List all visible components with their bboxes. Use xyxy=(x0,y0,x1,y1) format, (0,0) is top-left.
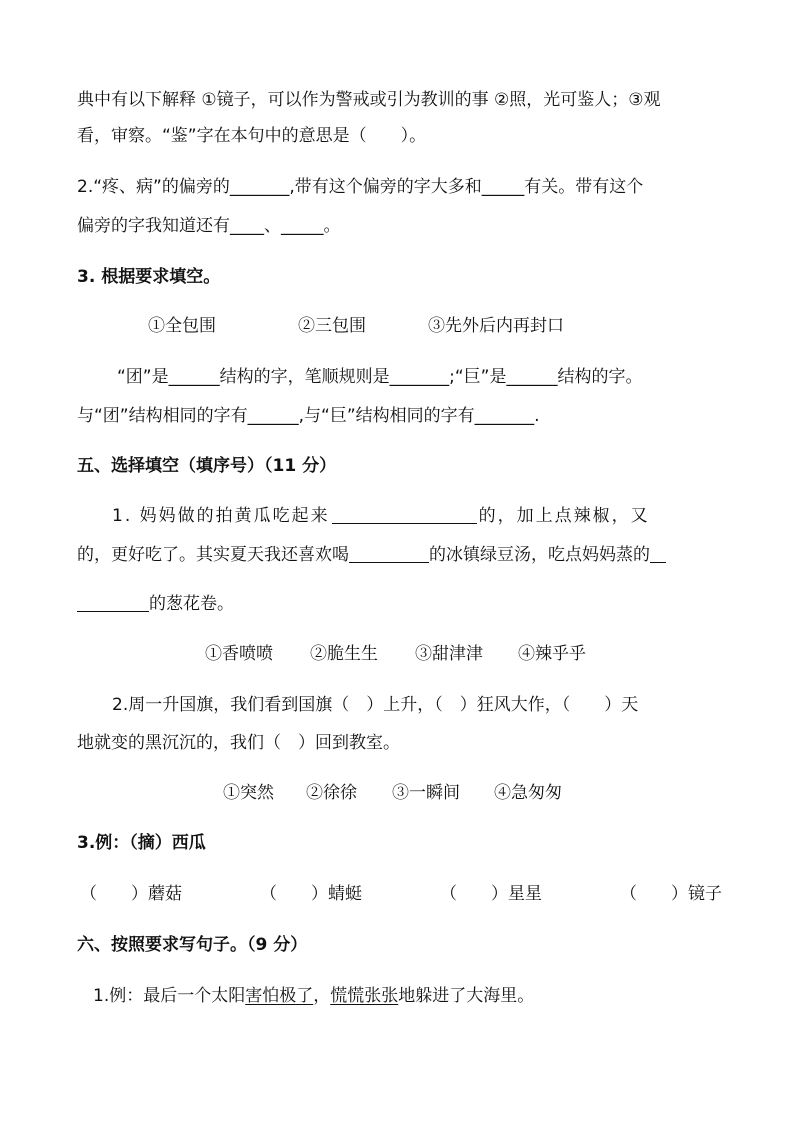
s5-q1-line-2-a: 的，更好吃了。其实夏天我还喜欢喝 xyxy=(77,545,349,565)
s6-q1-part-e: 地躲进了大海里。 xyxy=(398,986,535,1006)
s5-q1-blank-2 xyxy=(349,543,429,563)
s5-q2-line-1: 2.周一升国旗，我们看到国旗（ ）上升，（ ）狂风大作，（ ）天 xyxy=(112,695,639,715)
section-6-title: 六、按照要求写句子。（9 分） xyxy=(77,935,308,955)
s5-q1-blank-3a xyxy=(650,543,666,563)
s5-q1-line-3 xyxy=(77,592,722,616)
s5-q3-title: 3.例：（摘）西瓜 xyxy=(77,833,206,853)
s5-q1-option-2: ②脆生生 xyxy=(310,644,378,664)
s5-q1-options xyxy=(205,642,625,666)
s5-q1-blank-3b xyxy=(77,592,149,612)
q3-option-2: ②三包围 xyxy=(298,316,366,336)
s5-q1-line-1-a: 1. 妈妈做的拍黄瓜吃起来 xyxy=(112,506,330,526)
s5-q2-option-4: ④急匆匆 xyxy=(494,783,562,803)
q3-line-1: “团”是______结构的字，笔顺规则是_______;“巨”是______结构的字。 xyxy=(117,367,643,387)
s5-q1-line-1-b: 的，加上点辣椒，又 xyxy=(478,506,650,526)
s5-q3-item-4: （ ）镜子 xyxy=(620,884,722,904)
s5-q1-option-3: ③甜津津 xyxy=(415,644,483,664)
q3-title: 3. 根据要求填空。 xyxy=(77,267,221,287)
intro-line-2: 看，审察。“鉴”字在本句中的意思是（ ）。 xyxy=(77,126,427,146)
s6-q1-part-c: ， xyxy=(313,986,331,1006)
s5-q1-line-2 xyxy=(77,543,722,567)
s5-q2-line-2: 地就变的黑沉沉的，我们（ ）回到教室。 xyxy=(77,733,400,753)
s5-q1-line-1 xyxy=(112,504,724,528)
s5-q3-item-2: （ ）蜻蜓 xyxy=(260,884,362,904)
s5-q3-item-1: （ ）蘑菇 xyxy=(80,884,182,904)
s5-q3-items xyxy=(80,882,722,906)
q3-option-3: ③先外后内再封口 xyxy=(428,316,564,336)
s5-q2-option-3: ③一瞬间 xyxy=(392,783,460,803)
s6-q1-underlined-2: 慌慌张张 xyxy=(330,986,399,1006)
s5-q1-line-3-b: 的葱花卷。 xyxy=(149,594,234,614)
q3-option-1: ①全包围 xyxy=(148,316,216,336)
s5-q1-blank-1 xyxy=(332,504,477,524)
s5-q1-line-2-b: 的冰镇绿豆汤，吃点妈妈蒸的 xyxy=(429,545,650,565)
q2-line-2: 偏旁的字我知道还有____、_____。 xyxy=(77,216,341,236)
s5-q2-option-2: ②徐徐 xyxy=(306,783,357,803)
s5-q1-option-1: ①香喷喷 xyxy=(205,644,273,664)
s6-q1-underlined-1: 害怕极了 xyxy=(245,986,314,1006)
q3-line-2: 与“团”结构相同的字有______,与“巨”结构相同的字有_______. xyxy=(77,406,540,426)
s5-q2-option-1: ①突然 xyxy=(223,783,274,803)
q3-options xyxy=(148,314,608,338)
s6-q1-part-a: 1.例：最后一个太阳 xyxy=(93,986,246,1006)
q2-line-1: 2.“疼、病”的偏旁的_______,带有这个偏旁的字大多和_____有关。带有这个 xyxy=(77,177,644,197)
s5-q2-options xyxy=(223,781,603,805)
section-5-title: 五、选择填空（填序号）（11 分） xyxy=(77,456,337,476)
s6-q1-example xyxy=(93,984,723,1008)
intro-line-1: 典中有以下解释 ①镜子，可以作为警戒或引为教训的事 ②照，光可鉴人；③观 xyxy=(77,90,661,110)
s5-q1-option-4: ④辣乎乎 xyxy=(518,644,586,664)
s5-q3-item-3: （ ）星星 xyxy=(440,884,542,904)
